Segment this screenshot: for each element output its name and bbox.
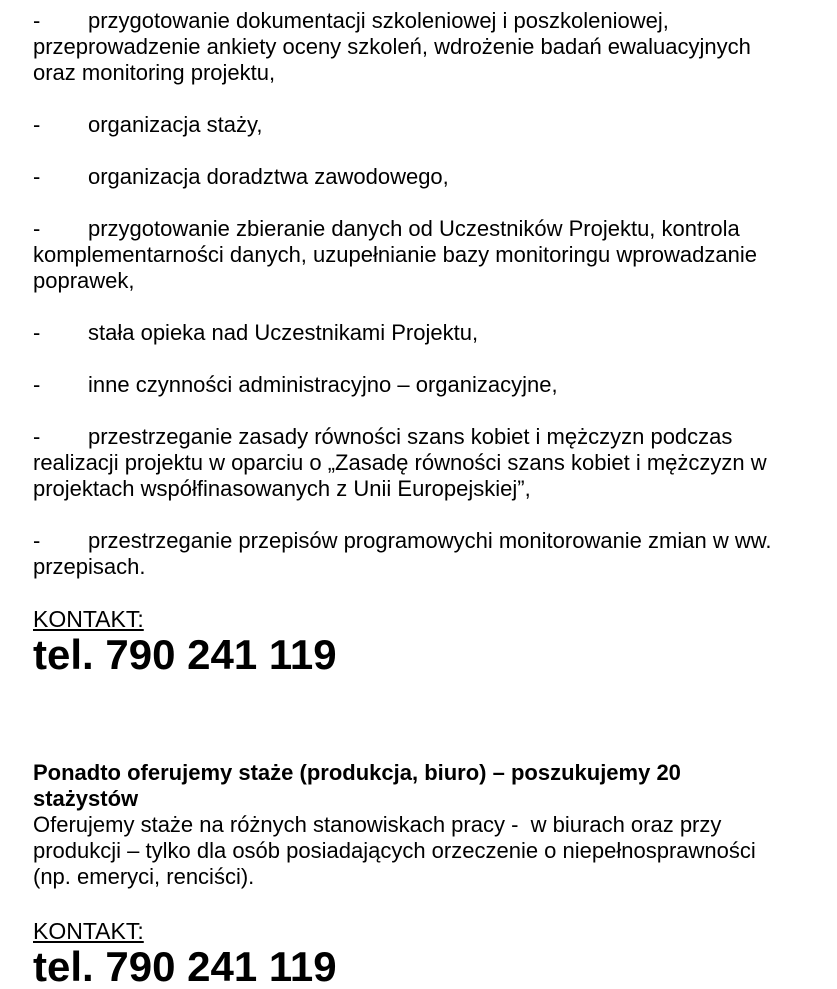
bullet-text: przygotowanie dokumentacji szkoleniowej i poszkoleniowej, przeprowadzenie ankiety oceny szkoleń, wdrożenie badań ewaluacyjnych oraz monitoring projektu, (33, 8, 757, 85)
bullet-item (33, 8, 798, 86)
bullet-text: przestrzeganie przepisów programowychi monitorowanie zmian w ww. przepisach. (33, 528, 778, 579)
bullet-dash: - (33, 320, 41, 345)
bullet-dash: - (33, 372, 41, 397)
contact-phone-number: tel. 790 241 119 (33, 943, 337, 989)
bullet-text: inne czynności administracyjno – organizacyjne, (88, 372, 558, 397)
bullet-dash: - (33, 8, 41, 33)
bullet-item (33, 164, 798, 190)
bullet-item (33, 372, 798, 398)
offer-heading: Ponadto oferujemy staże (produkcja, biuro) – poszukujemy 20 stażystów (33, 760, 688, 811)
bullet-dash: - (33, 164, 41, 189)
bullet-item (33, 216, 798, 294)
bullet-item (33, 320, 798, 346)
contact-phone-number: tel. 790 241 119 (33, 631, 337, 678)
bullet-text: przygotowanie zbieranie danych od Uczestników Projektu, kontrola komplementarności danych, uzupełnianie bazy monitoringu wprowadzanie poprawek, (33, 216, 764, 293)
bullet-dash: - (33, 424, 41, 449)
bullet-item (33, 424, 798, 502)
offer-body-text: Oferujemy staże na różnych stanowiskach pracy - w biurach oraz przy produkcji – tylko dla osób posiadających orzeczenie o niepełnosprawności (np. emeryci, renciści). (33, 812, 762, 889)
bullet-text: organizacja staży, (88, 112, 263, 137)
bullet-text: przestrzeganie zasady równości szans kobiet i mężczyzn podczas realizacji projektu w oparciu o „Zasadę równości szans kobiet i mężczyzn w projektach współfinasowanych z Unii Europejskiej”, (33, 424, 773, 501)
contact-label: KONTAKT: (33, 606, 144, 632)
bullet-item (33, 112, 798, 138)
bullet-dash: - (33, 528, 41, 553)
bullet-text: stała opieka nad Uczestnikami Projektu, (88, 320, 479, 345)
bullet-text: organizacja doradztwa zawodowego, (88, 164, 449, 189)
bullet-dash: - (33, 216, 41, 241)
bullet-dash: - (33, 112, 41, 137)
bullet-item (33, 528, 798, 580)
contact-label: KONTAKT: (33, 918, 144, 944)
